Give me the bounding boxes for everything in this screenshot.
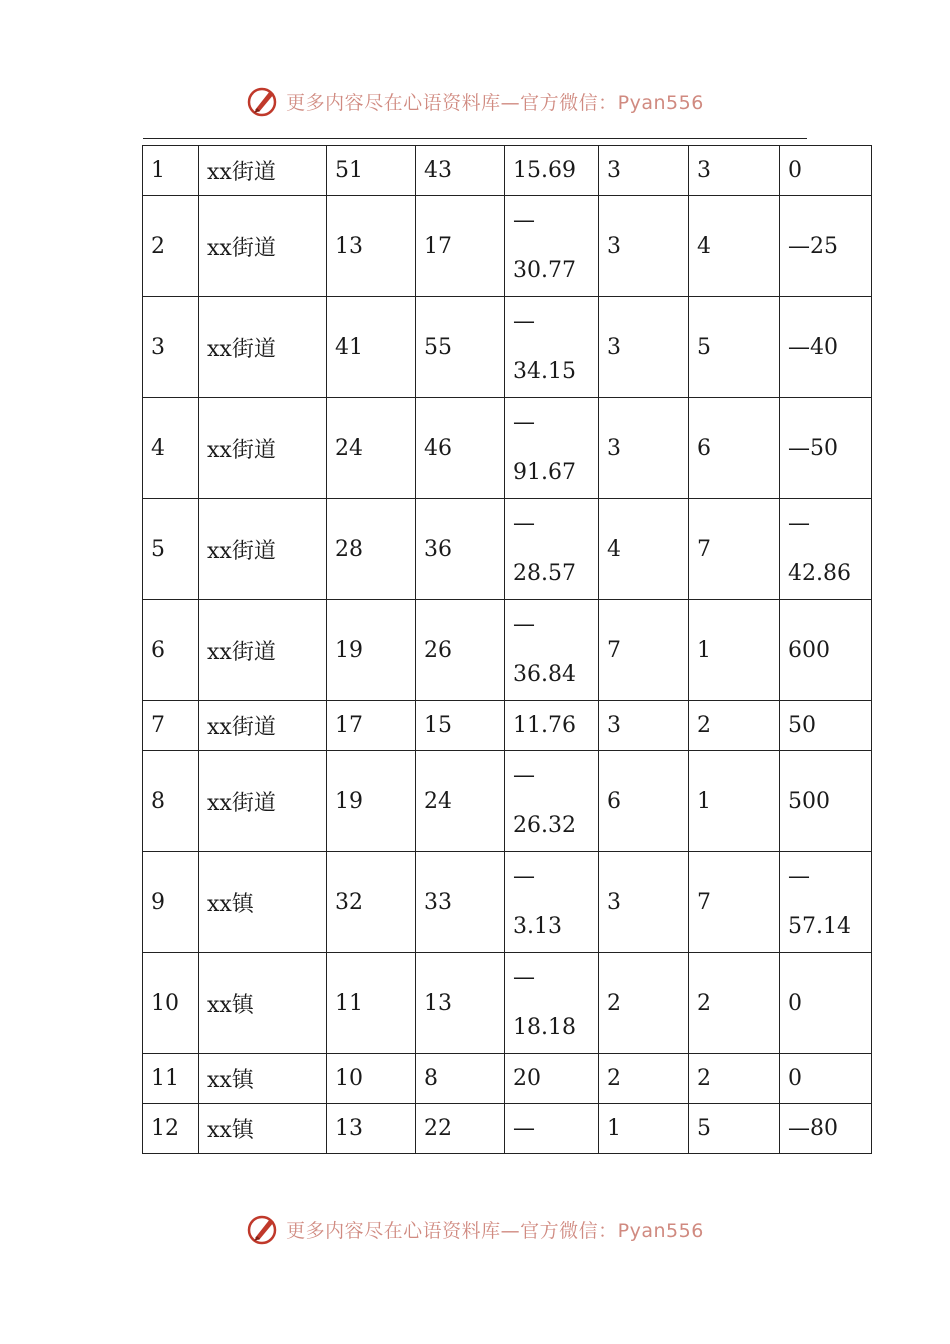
value-c-cell: 2: [599, 1054, 689, 1104]
rate2-cell: [780, 852, 872, 953]
cell-line: —: [513, 864, 535, 889]
value-b-cell: 24: [416, 751, 505, 852]
row-number-cell: 8: [143, 751, 199, 852]
value-d-cell: 6: [689, 398, 780, 499]
cell-line: 26.32: [513, 813, 576, 838]
cell-line: —: [513, 612, 535, 637]
rate1-cell: [505, 398, 599, 499]
place-cell: xx街道: [199, 398, 327, 499]
table-row: [143, 297, 872, 398]
cell-line: 50: [788, 713, 816, 738]
value-a-cell: 51: [327, 146, 416, 196]
value-c-cell: 3: [599, 701, 689, 751]
value-d-cell: 2: [689, 1054, 780, 1104]
value-a-cell: 28: [327, 499, 416, 600]
value-d-cell: 1: [689, 751, 780, 852]
place-cell: xx镇: [199, 852, 327, 953]
table-row: [143, 499, 872, 600]
cell-line: 11.76: [513, 713, 576, 738]
value-c-cell: 2: [599, 953, 689, 1054]
value-c-cell: 7: [599, 600, 689, 701]
row-number-cell: 4: [143, 398, 199, 499]
rate1-cell: [505, 1104, 599, 1154]
rate2-cell: [780, 1054, 872, 1104]
rate1-cell: [505, 751, 599, 852]
value-b-cell: 33: [416, 852, 505, 953]
rate2-cell: [780, 146, 872, 196]
place-cell: xx街道: [199, 499, 327, 600]
cell-line: —: [513, 309, 535, 334]
table-row: [143, 600, 872, 701]
place-cell: xx街道: [199, 701, 327, 751]
value-c-cell: 3: [599, 852, 689, 953]
cell-line: —: [513, 1116, 535, 1141]
table-row: [143, 751, 872, 852]
rate2-cell: [780, 398, 872, 499]
cell-line: —40: [788, 334, 838, 360]
row-number-cell: 3: [143, 297, 199, 398]
cell-line: 0: [788, 158, 802, 183]
rate1-cell: [505, 701, 599, 751]
rate1-cell: [505, 600, 599, 701]
rate1-cell: [505, 146, 599, 196]
cell-line: 30.77: [513, 258, 576, 283]
value-d-cell: 7: [689, 499, 780, 600]
cell-line: —: [513, 511, 535, 536]
cell-line: 15.69: [513, 158, 576, 183]
rate2-cell: [780, 751, 872, 852]
row-number-cell: 12: [143, 1104, 199, 1154]
cell-line: 0: [788, 990, 802, 1016]
table-row: [143, 1104, 872, 1154]
value-d-cell: 2: [689, 701, 780, 751]
cell-line: 36.84: [513, 662, 576, 687]
value-b-cell: 26: [416, 600, 505, 701]
rate1-cell: [505, 953, 599, 1054]
rate1-cell: [505, 1054, 599, 1104]
value-b-cell: 22: [416, 1104, 505, 1154]
value-b-cell: 46: [416, 398, 505, 499]
cell-line: —: [513, 410, 535, 435]
value-d-cell: 5: [689, 1104, 780, 1154]
row-number-cell: 5: [143, 499, 199, 600]
value-c-cell: 3: [599, 196, 689, 297]
place-cell: xx街道: [199, 196, 327, 297]
rate1-cell: [505, 499, 599, 600]
value-d-cell: 3: [689, 146, 780, 196]
place-cell: xx街道: [199, 751, 327, 852]
value-b-cell: 8: [416, 1054, 505, 1104]
cell-line: 34.15: [513, 359, 576, 384]
rate2-cell: [780, 499, 872, 600]
table-row: [143, 146, 872, 196]
cell-line: —: [513, 965, 535, 990]
value-b-cell: 17: [416, 196, 505, 297]
quill-logo-icon: [246, 84, 280, 118]
value-a-cell: 32: [327, 852, 416, 953]
value-d-cell: 7: [689, 852, 780, 953]
value-a-cell: 19: [327, 600, 416, 701]
value-b-cell: 15: [416, 701, 505, 751]
rate2-cell: [780, 297, 872, 398]
cell-line: 42.86: [788, 561, 851, 586]
value-c-cell: 3: [599, 398, 689, 499]
cell-line: —: [513, 763, 535, 788]
row-number-cell: 1: [143, 146, 199, 196]
place-cell: xx镇: [199, 1104, 327, 1154]
value-c-cell: 3: [599, 146, 689, 196]
value-c-cell: 1: [599, 1104, 689, 1154]
value-d-cell: 2: [689, 953, 780, 1054]
cell-line: —: [788, 511, 810, 536]
table-row: [143, 953, 872, 1054]
rate2-cell: [780, 953, 872, 1054]
value-d-cell: 4: [689, 196, 780, 297]
table-row: [143, 398, 872, 499]
value-a-cell: 17: [327, 701, 416, 751]
row-number-cell: 11: [143, 1054, 199, 1104]
cell-line: 0: [788, 1066, 802, 1091]
place-cell: xx街道: [199, 600, 327, 701]
table-row: [143, 701, 872, 751]
value-a-cell: 11: [327, 953, 416, 1054]
data-table: [142, 145, 872, 1154]
rate2-cell: [780, 1104, 872, 1154]
row-number-cell: 7: [143, 701, 199, 751]
cell-line: —80: [788, 1116, 838, 1141]
cell-line: —25: [788, 233, 838, 259]
cell-line: 600: [788, 637, 830, 663]
place-cell: xx镇: [199, 953, 327, 1054]
header-rule: [143, 138, 807, 139]
cell-line: 3.13: [513, 914, 562, 939]
place-cell: xx镇: [199, 1054, 327, 1104]
value-b-cell: 43: [416, 146, 505, 196]
value-a-cell: 10: [327, 1054, 416, 1104]
value-a-cell: 24: [327, 398, 416, 499]
quill-logo-icon: [246, 1212, 280, 1246]
rate2-cell: [780, 701, 872, 751]
cell-line: 20: [513, 1066, 541, 1091]
value-b-cell: 36: [416, 499, 505, 600]
rate1-cell: [505, 297, 599, 398]
value-c-cell: 4: [599, 499, 689, 600]
table-row: [143, 852, 872, 953]
cell-line: 28.57: [513, 561, 576, 586]
cell-line: 18.18: [513, 1015, 576, 1040]
place-cell: xx街道: [199, 146, 327, 196]
value-d-cell: 5: [689, 297, 780, 398]
row-number-cell: 2: [143, 196, 199, 297]
place-cell: xx街道: [199, 297, 327, 398]
table-row: [143, 1054, 872, 1104]
row-number-cell: 6: [143, 600, 199, 701]
row-number-cell: 9: [143, 852, 199, 953]
value-c-cell: 3: [599, 297, 689, 398]
rate2-cell: [780, 196, 872, 297]
value-d-cell: 1: [689, 600, 780, 701]
value-a-cell: 13: [327, 1104, 416, 1154]
cell-line: 500: [788, 788, 830, 814]
value-b-cell: 55: [416, 297, 505, 398]
rate2-cell: [780, 600, 872, 701]
rate1-cell: [505, 196, 599, 297]
rate1-cell: [505, 852, 599, 953]
value-a-cell: 41: [327, 297, 416, 398]
header-banner: [0, 84, 950, 118]
banner-text: 更多内容尽在心语资料库—官方微信：Pyan556: [286, 1219, 704, 1242]
cell-line: —: [788, 864, 810, 889]
cell-line: —: [513, 208, 535, 233]
value-b-cell: 13: [416, 953, 505, 1054]
value-a-cell: 13: [327, 196, 416, 297]
value-a-cell: 19: [327, 751, 416, 852]
value-c-cell: 6: [599, 751, 689, 852]
row-number-cell: 10: [143, 953, 199, 1054]
cell-line: 57.14: [788, 914, 851, 939]
cell-line: 91.67: [513, 460, 576, 485]
cell-line: —50: [788, 435, 838, 461]
footer-banner: [0, 1212, 950, 1246]
banner-text: 更多内容尽在心语资料库—官方微信：Pyan556: [286, 91, 704, 114]
table-body: [143, 146, 872, 1154]
table-row: [143, 196, 872, 297]
